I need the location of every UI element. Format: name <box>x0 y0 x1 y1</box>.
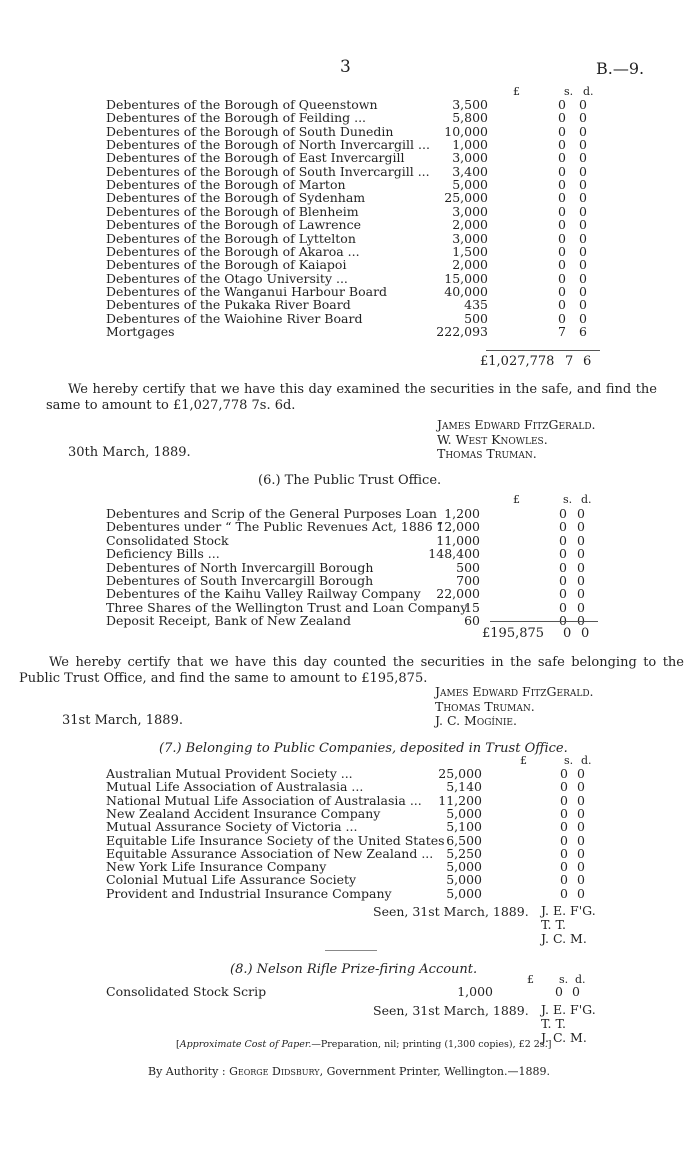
amount-pence: 0 <box>579 297 587 313</box>
section-divider <box>325 950 377 951</box>
security-description: Debentures of the Borough of Blenheim <box>106 203 359 219</box>
table-row <box>0 258 700 272</box>
amount-shillings: 0 <box>558 230 566 246</box>
security-description: Consolidated Stock Scrip <box>106 984 267 999</box>
section-title: (7.) Belonging to Public Companies, deposited in Trust Office. <box>159 741 568 756</box>
amount-shillings: 0 <box>558 270 566 286</box>
security-description: Deficiency Bills ... <box>106 546 220 562</box>
amount-pounds: 148,400 <box>428 546 480 562</box>
security-description: Mutual Assurance Society of Victoria ... <box>106 819 358 835</box>
security-description: Debentures of the Borough of Akaroa ... <box>106 243 360 259</box>
amount-shillings: 0 <box>558 137 566 153</box>
security-description: Debentures of the Borough of Sydenham <box>106 190 366 206</box>
section-title: (6.) The Public Trust Office. <box>258 473 442 488</box>
amount-pence: 0 <box>579 97 587 112</box>
amount-shillings: 0 <box>558 110 566 126</box>
amount-pounds: 40,000 <box>444 283 488 299</box>
security-description: Debentures of the Borough of Lyttelton <box>106 230 356 246</box>
shillings-header: s. <box>559 973 569 986</box>
security-description: Debentures of the Borough of South Dunedin <box>106 123 394 139</box>
security-description: Mutual Life Association of Australasia ... <box>106 779 364 795</box>
table-row <box>0 325 700 339</box>
shillings-header: s. <box>564 85 574 98</box>
security-description: New York Life Insurance Company <box>106 859 327 875</box>
amount-pounds: 1,000 <box>452 137 488 153</box>
signatories: James Edward FitzGerald. W. West Knowles. Thomas Truman. <box>437 417 596 461</box>
amount-shillings: 0 <box>558 243 566 259</box>
amount-pence: 0 <box>579 310 587 326</box>
pounds-header: £ <box>513 85 520 98</box>
amount-pounds: 5,000 <box>446 805 482 821</box>
security-description: Debentures of the Otago University ... <box>106 270 348 286</box>
amount-pounds: 2,000 <box>452 257 488 273</box>
security-description: Australian Mutual Provident Society ... <box>106 766 353 781</box>
pence-header: d. <box>575 973 586 986</box>
security-description: Equitable Life Insurance Society of the United States <box>106 832 445 848</box>
amount-pounds: 60 <box>464 613 480 629</box>
pence-header: d. <box>581 493 592 506</box>
security-description: Debentures of the Borough of Feilding ... <box>106 110 367 126</box>
signatories: James Edward FitzGerald. Thomas Truman. J. C. Mogínie. <box>435 684 594 728</box>
security-description: New Zealand Accident Insurance Company <box>106 805 381 821</box>
amount-shillings: 0 <box>560 766 568 781</box>
amount-shillings: 0 <box>558 97 566 112</box>
amount-shillings: 0 <box>558 283 566 299</box>
security-description: Debentures and Scrip of the General Purposes Loan <box>106 506 437 521</box>
table-row <box>0 534 700 548</box>
total-amount: £1,027,778 7 6 <box>480 354 592 369</box>
security-description: Debentures of the Borough of Lawrence <box>106 217 361 233</box>
amount-shillings: 0 <box>559 506 567 521</box>
security-description: Debentures of the Pukaka River Board <box>106 297 351 313</box>
amount-pounds: 222,093 <box>436 323 488 339</box>
security-description: Equitable Assurance Association of New Zealand ... <box>106 845 434 861</box>
amount-pence: 0 <box>577 559 585 575</box>
security-description: Debentures of the Wanganui Harbour Board <box>106 283 388 299</box>
amount-shillings: 0 <box>558 297 566 313</box>
amount-pounds: 1,000 <box>457 984 493 999</box>
amount-pounds: 2,000 <box>452 217 488 233</box>
security-description: Debentures of the Borough of Kaiapoi <box>106 257 347 273</box>
security-description: Provident and Industrial Insurance Company <box>106 885 392 901</box>
amount-shillings: 0 <box>560 859 568 875</box>
amount-shillings: 0 <box>560 845 568 861</box>
initials: J. E. F'G. T. T. J. C. M. <box>541 1002 596 1045</box>
amount-pounds: 5,250 <box>446 845 482 861</box>
amount-pence: 0 <box>577 519 585 535</box>
table-row <box>0 847 700 861</box>
amount-pounds: 5,000 <box>452 177 488 193</box>
amount-pence: 0 <box>577 546 585 562</box>
amount-pounds: 3,000 <box>452 150 488 166</box>
pounds-header: £ <box>520 754 527 767</box>
table-row <box>0 985 700 999</box>
amount-pence: 0 <box>579 270 587 286</box>
amount-pounds: 15,000 <box>444 270 488 286</box>
amount-pounds: 5,140 <box>446 779 482 795</box>
security-description: Debentures of North Invercargill Borough <box>106 559 374 575</box>
amount-pounds: 10,000 <box>444 123 488 139</box>
amount-pence: 0 <box>579 110 587 126</box>
amount-pounds: 1,200 <box>444 506 480 521</box>
shillings-header: s. <box>564 754 574 767</box>
amount-pence: 0 <box>579 177 587 193</box>
amount-pounds: 3,000 <box>452 230 488 246</box>
amount-shillings: 0 <box>558 190 566 206</box>
amount-pounds: 3,400 <box>452 163 488 179</box>
amount-pounds: 700 <box>456 573 480 588</box>
certificate-date: 31st March, 1889. <box>62 713 183 728</box>
table-row <box>0 887 700 901</box>
amount-shillings: 0 <box>560 805 568 821</box>
total-amount: £195,875 0 0 <box>482 626 590 641</box>
certificate-text: We hereby certify that we have this day counted the securities in the safe belonging to the Public Trust Office, and find the same to amount to £195,875. <box>19 655 684 686</box>
seen-date: Seen, 31st March, 1889. <box>373 1003 529 1018</box>
total-rule <box>490 621 598 622</box>
amount-pence: 0 <box>579 203 587 219</box>
table-row <box>0 165 700 179</box>
amount-pounds: 3,000 <box>452 203 488 219</box>
printing-cost-note: [Approximate Cost of Paper.—Preparation, nil; printing (1,300 copies), £2 2s.] <box>176 1039 552 1050</box>
document-reference: B.—9. <box>596 59 645 78</box>
amount-shillings: 0 <box>555 984 563 999</box>
amount-shillings: 0 <box>560 832 568 848</box>
amount-pence: 0 <box>577 819 585 835</box>
amount-pounds: 5,000 <box>446 872 482 888</box>
security-description: Consolidated Stock <box>106 532 229 548</box>
amount-shillings: 0 <box>559 586 567 602</box>
security-description: Debentures of the Waiohine River Board <box>106 310 363 326</box>
security-description: Debentures of the Borough of East Invercargill <box>106 150 405 166</box>
amount-pounds: 5,000 <box>446 885 482 901</box>
amount-pounds: 11,000 <box>436 532 480 548</box>
security-description: Debentures of South Invercargill Borough <box>106 573 374 588</box>
amount-pounds: 25,000 <box>444 190 488 206</box>
amount-pence: 0 <box>579 150 587 166</box>
printer-imprint: By Authority : George Didsbury, Government Printer, Wellington.—1889. <box>148 1065 550 1078</box>
amount-shillings: 0 <box>559 559 567 575</box>
amount-pounds: 22,000 <box>436 586 480 602</box>
amount-pence: 0 <box>577 532 585 548</box>
amount-shillings: 0 <box>558 150 566 166</box>
amount-pence: 0 <box>572 984 580 999</box>
amount-pence: 0 <box>577 779 585 795</box>
amount-pounds: 500 <box>464 310 488 326</box>
amount-pence: 0 <box>579 137 587 153</box>
amount-shillings: 0 <box>558 177 566 193</box>
amount-pence: 0 <box>579 123 587 139</box>
security-description: Debentures under “ The Public Revenues Act, 1886 ” <box>106 519 444 535</box>
security-description: Debentures of the Borough of Marton <box>106 177 346 193</box>
amount-shillings: 0 <box>560 779 568 795</box>
security-description: Debentures of the Borough of Queenstown <box>106 97 378 112</box>
security-description: Three Shares of the Wellington Trust and Loan Company <box>106 599 468 615</box>
amount-pence: 0 <box>579 190 587 206</box>
amount-shillings: 0 <box>558 123 566 139</box>
amount-pence: 6 <box>579 323 587 339</box>
amount-shillings: 0 <box>559 546 567 562</box>
amount-pence: 0 <box>577 613 585 629</box>
amount-pence: 0 <box>577 832 585 848</box>
amount-shillings: 0 <box>560 792 568 808</box>
amount-pounds: 3,500 <box>452 97 488 112</box>
amount-shillings: 0 <box>560 872 568 888</box>
amount-shillings: 0 <box>559 573 567 588</box>
security-description: Debentures of the Borough of North Invercargill ... <box>106 137 430 153</box>
table-row <box>0 520 700 534</box>
amount-shillings: 0 <box>558 203 566 219</box>
page-number: 3 <box>340 57 351 77</box>
amount-pounds: 5,100 <box>446 819 482 835</box>
security-description: Debentures of the Kaihu Valley Railway Company <box>106 586 421 602</box>
amount-pounds: 11,200 <box>438 792 482 808</box>
amount-pence: 0 <box>577 506 585 521</box>
amount-pence: 0 <box>577 599 585 615</box>
shillings-header: s. <box>563 493 573 506</box>
seen-date: Seen, 31st March, 1889. <box>373 904 529 919</box>
amount-shillings: 0 <box>558 310 566 326</box>
security-description: Colonial Mutual Life Assurance Society <box>106 872 357 888</box>
security-description: Mortgages <box>106 323 175 339</box>
amount-shillings: 0 <box>559 532 567 548</box>
section-title: (8.) Nelson Rifle Prize-firing Account. <box>230 962 478 977</box>
amount-pounds: 5,800 <box>452 110 488 126</box>
amount-pounds: 15 <box>464 599 480 615</box>
amount-pence: 0 <box>579 257 587 273</box>
security-description: Debentures of the Borough of South Invercargill ... <box>106 163 430 179</box>
amount-pounds: 5,000 <box>446 859 482 875</box>
amount-pence: 0 <box>577 766 585 781</box>
amount-pounds: 500 <box>456 559 480 575</box>
amount-shillings: 0 <box>560 885 568 901</box>
amount-pence: 0 <box>577 573 585 588</box>
table-row <box>0 245 700 259</box>
amount-pence: 0 <box>579 163 587 179</box>
total-rule <box>486 350 600 351</box>
pounds-header: £ <box>527 973 534 986</box>
pence-header: d. <box>581 754 592 767</box>
amount-pence: 0 <box>577 885 585 901</box>
amount-pence: 0 <box>577 792 585 808</box>
certificate-text: We hereby certify that we have this day examined the securities in the safe, and find the same to amount to £1,027,778 7s. 6d. <box>46 382 657 413</box>
amount-shillings: 0 <box>560 819 568 835</box>
amount-pence: 0 <box>579 283 587 299</box>
certificate-date: 30th March, 1889. <box>68 445 191 460</box>
amount-shillings: 0 <box>559 519 567 535</box>
amount-shillings: 0 <box>558 163 566 179</box>
table-row <box>0 312 700 326</box>
amount-pence: 0 <box>577 805 585 821</box>
amount-pence: 0 <box>579 243 587 259</box>
amount-pence: 0 <box>579 230 587 246</box>
amount-shillings: 0 <box>558 257 566 273</box>
amount-shillings: 0 <box>559 599 567 615</box>
amount-pounds: 1,500 <box>452 243 488 259</box>
amount-pence: 0 <box>577 859 585 875</box>
security-description: National Mutual Life Association of Australasia ... <box>106 792 422 808</box>
amount-pence: 0 <box>579 217 587 233</box>
amount-pence: 0 <box>577 845 585 861</box>
amount-pounds: 435 <box>464 297 488 313</box>
amount-pounds: 12,000 <box>436 519 480 535</box>
amount-shillings: 0 <box>559 613 567 629</box>
initials: J. E. F'G. T. T. J. C. M. <box>541 903 596 946</box>
amount-pence: 0 <box>577 586 585 602</box>
amount-shillings: 7 <box>558 323 566 339</box>
amount-pence: 0 <box>577 872 585 888</box>
amount-pounds: 25,000 <box>438 766 482 781</box>
pence-header: d. <box>583 85 594 98</box>
amount-shillings: 0 <box>558 217 566 233</box>
pounds-header: £ <box>513 493 520 506</box>
security-description: Deposit Receipt, Bank of New Zealand <box>106 613 351 629</box>
amount-pounds: 6,500 <box>446 832 482 848</box>
